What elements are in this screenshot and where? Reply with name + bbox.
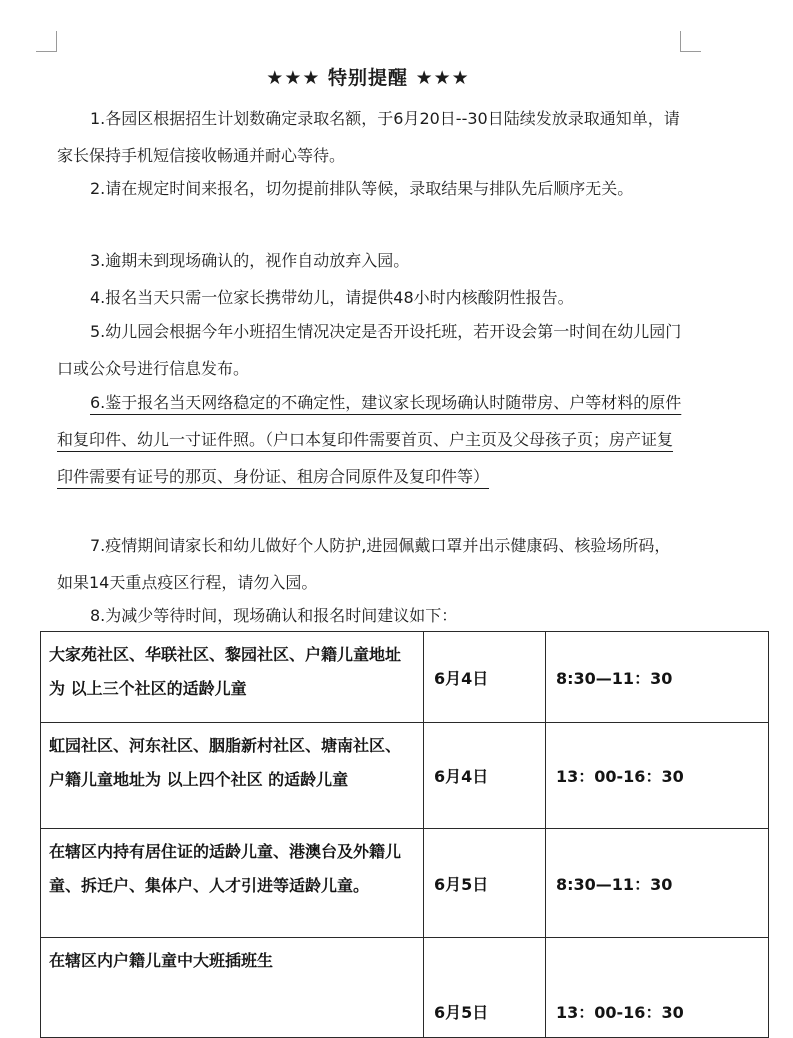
schedule-place-cell: 在辖区内户籍儿童中大班插班生 xyxy=(41,938,424,1038)
notice-paragraph-7 xyxy=(57,527,685,601)
schedule-place-cell: 在辖区内持有居住证的适龄儿童、港澳台及外籍儿童、拆迁户、集体户、人才引进等适龄儿童。 xyxy=(41,829,424,938)
schedule-time-cell: 13：00-16：30 xyxy=(546,723,769,829)
schedule-date-cell: 6月5日 xyxy=(424,938,546,1038)
notice-paragraph-7-text: 7.疫情期间请家长和幼儿做好个人防护,进园佩戴口罩并出示健康码、核验场所码，如果14天重点疫区行程，请勿入园。 xyxy=(57,536,671,592)
notice-paragraph-5 xyxy=(57,313,685,387)
notice-paragraph-4-text: 4.报名当天只需一位家长携带幼儿，请提供48小时内核酸阴性报告。 xyxy=(90,288,574,307)
schedule-time-cell: 8:30—11：30 xyxy=(546,829,769,938)
table-row xyxy=(41,829,769,938)
schedule-date-cell: 6月4日 xyxy=(424,632,546,723)
page-corner-mark-top-right xyxy=(680,31,701,52)
page-corner-mark-top-left xyxy=(36,31,57,52)
schedule-place-cell: 虹园社区、河东社区、胭脂新村社区、塘南社区、户籍儿童地址为 以上四个社区 的适龄儿童 xyxy=(41,723,424,829)
schedule-date-cell: 6月5日 xyxy=(424,829,546,938)
schedule-date-cell: 6月4日 xyxy=(424,723,546,829)
schedule-table xyxy=(40,631,769,1038)
notice-paragraph-4 xyxy=(57,279,685,316)
notice-paragraph-5-text: 5.幼儿园会根据今年小班招生情况决定是否开设托班，若开设会第一时间在幼儿园门口或公众号进行信息发布。 xyxy=(57,322,682,378)
notice-paragraph-1-text: 1.各园区根据招生计划数确定录取名额，于6月20日--30日陆续发放录取通知单，请家长保持手机短信接收畅通并耐心等待。 xyxy=(57,109,680,165)
table-row xyxy=(41,938,769,1038)
table-row xyxy=(41,632,769,723)
notice-paragraph-2-text: 2.请在规定时间来报名，切勿提前排队等候，录取结果与排队先后顺序无关。 xyxy=(90,179,634,198)
notice-paragraph-3 xyxy=(57,242,685,279)
schedule-time-cell: 13：00-16：30 xyxy=(546,938,769,1038)
notice-paragraph-3-text: 3.逾期未到现场确认的，视作自动放弃入园。 xyxy=(90,251,410,270)
notice-paragraph-6 xyxy=(57,384,685,495)
notice-paragraph-2 xyxy=(57,170,685,207)
page-title: ★★★ 特别提醒 ★★★ xyxy=(266,67,470,89)
table-row xyxy=(41,723,769,829)
schedule-time-cell: 8:30—11：30 xyxy=(546,632,769,723)
notice-paragraph-6-text: 6.鉴于报名当天网络稳定的不确定性，建议家长现场确认时随带房、户等材料的原件和复印件、幼儿一寸证件照。（户口本复印件需要首页、户主页及父母孩子页；房产证复印件需要有证号的那页、身份证、租房合同原件及复印件等） xyxy=(57,393,682,486)
notice-paragraph-8-text: 8.为减少等待时间，现场确认和报名时间建议如下： xyxy=(90,606,458,625)
schedule-place-cell: 大家苑社区、华联社区、黎园社区、户籍儿童地址为 以上三个社区的适龄儿童 xyxy=(41,632,424,723)
notice-paragraph-8 xyxy=(57,597,685,634)
notice-paragraph-1 xyxy=(57,100,685,174)
